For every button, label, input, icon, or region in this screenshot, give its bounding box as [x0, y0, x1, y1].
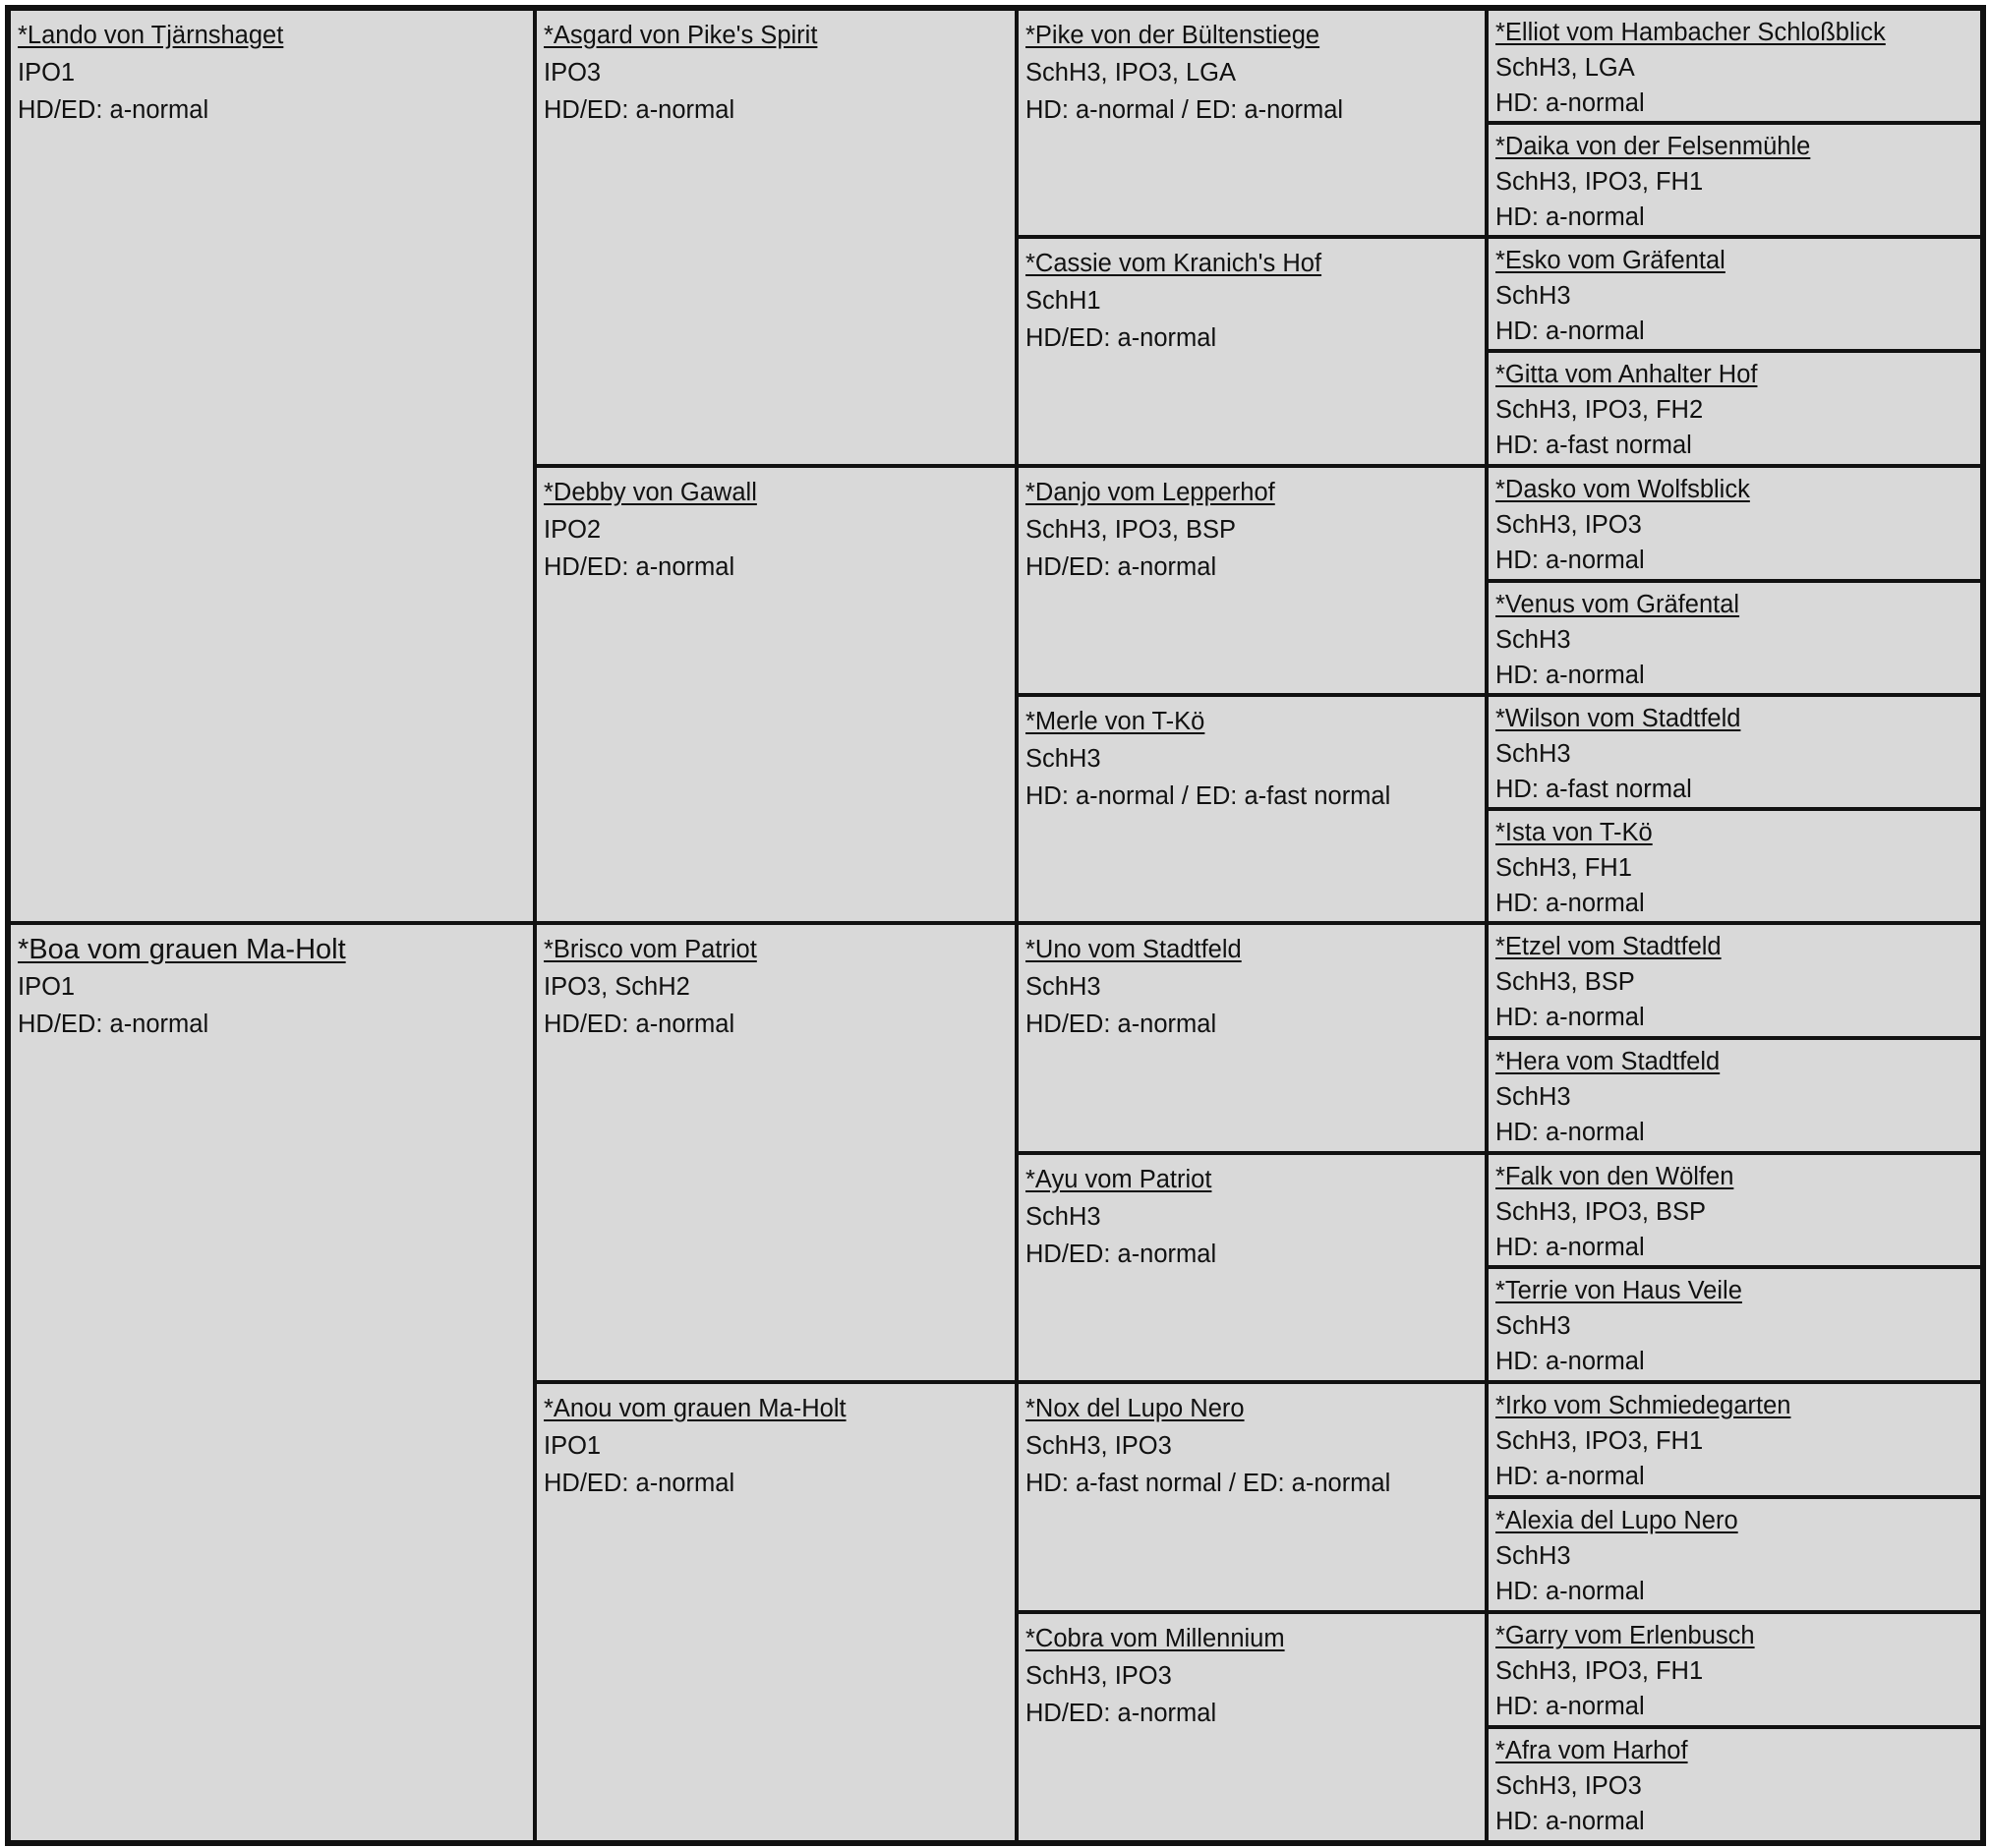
dog-titles: IPO3, SchH2	[544, 973, 690, 1001]
dog-name-link[interactable]: *Esko vom Gräfental	[1495, 247, 1726, 274]
dog-titles: SchH3	[1495, 626, 1571, 654]
pedigree-cell-gen4	[1487, 237, 1982, 351]
dog-health: HD: a-fast normal	[1495, 432, 1692, 459]
dog-name-link[interactable]: *Terrie von Haus Veile	[1495, 1277, 1742, 1304]
dog-titles: SchH3	[1495, 1312, 1571, 1340]
dog-titles: IPO2	[544, 516, 602, 544]
pedigree-table	[5, 5, 1986, 1846]
pedigree-cell-gen4	[1487, 695, 1982, 809]
dog-name-link[interactable]: *Falk von den Wölfen	[1495, 1163, 1734, 1190]
dog-name-link[interactable]: *Daika von der Felsenmühle	[1495, 133, 1811, 160]
dog-titles: SchH1	[1025, 287, 1101, 315]
pedigree-cell-gen3	[1017, 1612, 1487, 1842]
dog-name-link[interactable]: *Cobra vom Millennium	[1025, 1625, 1285, 1652]
dog-name-link[interactable]: *Ayu vom Patriot	[1025, 1166, 1212, 1193]
pedigree-cell-gen4	[1487, 1612, 1982, 1727]
pedigree-cell-gen4	[1487, 1727, 1982, 1842]
dog-name-link[interactable]: *Lando von Tjärnshaget	[18, 22, 284, 49]
dog-health: HD: a-normal	[1495, 1578, 1645, 1605]
dog-health: HD/ED: a-normal	[18, 96, 209, 124]
dog-name-link[interactable]: *Ista von T-Kö	[1495, 819, 1653, 846]
dog-name-link[interactable]: *Debby von Gawall	[544, 479, 757, 506]
dog-health: HD/ED: a-normal	[544, 553, 735, 581]
pedigree-cell-gen3	[1017, 1382, 1487, 1612]
dog-health: HD: a-normal	[1495, 203, 1645, 231]
dog-health: HD/ED: a-normal	[1025, 1241, 1217, 1268]
dog-name-link[interactable]: *Danjo vom Lepperhof	[1025, 479, 1275, 506]
dog-name-link[interactable]: *Uno vom Stadtfeld	[1025, 936, 1242, 963]
pedigree-cell-gen3	[1017, 695, 1487, 923]
pedigree-cell-gen2	[535, 923, 1017, 1382]
dog-name-link[interactable]: *Venus vom Gräfental	[1495, 591, 1740, 618]
dog-name-link[interactable]: *Anou vom grauen Ma-Holt	[544, 1395, 847, 1422]
dog-titles: SchH3, IPO3, FH1	[1495, 1657, 1704, 1685]
dog-health: HD: a-normal	[1495, 1693, 1645, 1720]
pedigree-cell-gen4	[1487, 1153, 1982, 1267]
dog-health: HD: a-normal	[1495, 662, 1645, 689]
dog-titles: SchH3, IPO3, LGA	[1025, 59, 1237, 87]
dog-health: HD: a-fast normal / ED: a-normal	[1025, 1470, 1391, 1497]
dog-name-link[interactable]: *Irko vom Schmiedegarten	[1495, 1392, 1791, 1419]
dog-titles: SchH3, IPO3, FH1	[1495, 1427, 1704, 1455]
dog-name-link[interactable]: *Afra vom Harhof	[1495, 1737, 1688, 1764]
pedigree-cell-gen2	[535, 1382, 1017, 1842]
dog-titles: SchH3, IPO3	[1025, 1662, 1172, 1690]
dog-health: HD: a-normal	[1495, 547, 1645, 574]
dog-titles: IPO1	[18, 973, 76, 1001]
dog-health: HD: a-normal	[1495, 89, 1645, 117]
dog-health: HD: a-normal / ED: a-fast normal	[1025, 782, 1391, 810]
pedigree-cell-gen4	[1487, 123, 1982, 237]
pedigree-cell-gen4	[1487, 581, 1982, 695]
dog-health: HD: a-normal	[1495, 1119, 1645, 1146]
pedigree-cell-gen2	[535, 466, 1017, 923]
dog-titles: IPO1	[544, 1432, 602, 1460]
pedigree-cell-gen3	[1017, 9, 1487, 237]
pedigree-sire	[9, 9, 535, 923]
dog-titles: SchH3, BSP	[1495, 968, 1635, 996]
dog-titles: SchH3, IPO3, BSP	[1495, 1198, 1707, 1226]
pedigree-cell-gen3	[1017, 237, 1487, 466]
pedigree-cell-gen2	[535, 9, 1017, 466]
dog-health: HD: a-normal	[1495, 1234, 1645, 1261]
dog-name-link[interactable]: *Cassie vom Kranich's Hof	[1025, 250, 1322, 277]
dog-health: HD: a-normal	[1495, 1463, 1645, 1490]
pedigree-cell-gen4	[1487, 1497, 1982, 1612]
dog-titles: SchH3	[1025, 1203, 1101, 1231]
dog-titles: SchH3, IPO3, FH2	[1495, 396, 1704, 424]
dog-titles: SchH3	[1025, 745, 1101, 773]
dog-health: HD: a-normal	[1495, 1348, 1645, 1375]
dog-titles: IPO3	[544, 59, 602, 87]
dog-health: HD/ED: a-normal	[1025, 1700, 1217, 1727]
dog-name-link[interactable]: *Wilson vom Stadtfeld	[1495, 705, 1741, 732]
dog-health: HD: a-normal	[1495, 1808, 1645, 1835]
dog-name-link[interactable]: *Etzel vom Stadtfeld	[1495, 933, 1722, 960]
dog-titles: SchH3	[1025, 973, 1101, 1001]
dog-health: HD/ED: a-normal	[1025, 324, 1217, 352]
dog-titles: SchH3, IPO3	[1025, 1432, 1172, 1460]
pedigree-cell-gen4	[1487, 466, 1982, 581]
pedigree-dam	[9, 923, 535, 1842]
pedigree-cell-gen4	[1487, 923, 1982, 1038]
dog-name-link[interactable]: *Hera vom Stadtfeld	[1495, 1048, 1721, 1075]
dog-health: HD: a-normal	[1495, 890, 1645, 917]
dog-titles: SchH3	[1495, 1083, 1571, 1111]
dog-name-link[interactable]: *Asgard von Pike's Spirit	[544, 22, 818, 49]
dog-name-link[interactable]: *Nox del Lupo Nero	[1025, 1395, 1245, 1422]
dog-health: HD: a-normal	[1495, 318, 1645, 345]
dog-titles: SchH3, LGA	[1495, 54, 1635, 82]
dog-name-link[interactable]: *Garry vom Erlenbusch	[1495, 1622, 1755, 1649]
dog-titles: SchH3, IPO3, BSP	[1025, 516, 1237, 544]
pedigree-cell-gen4	[1487, 9, 1982, 123]
pedigree-cell-gen4	[1487, 809, 1982, 923]
dog-titles: SchH3, FH1	[1495, 854, 1632, 882]
dog-health: HD/ED: a-normal	[1025, 1011, 1217, 1038]
dog-titles: SchH3, IPO3	[1495, 511, 1642, 539]
dog-titles: IPO1	[18, 59, 76, 87]
dog-name-link[interactable]: *Brisco vom Patriot	[544, 936, 757, 963]
dog-name-link[interactable]: *Boa vom grauen Ma-Holt	[18, 934, 346, 965]
dog-titles: SchH3, IPO3, FH1	[1495, 168, 1704, 196]
dog-name-link[interactable]: *Pike von der Bültenstiege	[1025, 22, 1320, 49]
pedigree-cell-gen3	[1017, 923, 1487, 1153]
dog-health: HD/ED: a-normal	[18, 1011, 209, 1038]
pedigree-cell-gen4	[1487, 1382, 1982, 1497]
dog-name-link[interactable]: *Merle von T-Kö	[1025, 708, 1205, 735]
dog-name-link[interactable]: *Alexia del Lupo Nero	[1495, 1507, 1738, 1534]
pedigree-cell-gen4	[1487, 351, 1982, 466]
dog-name-link[interactable]: *Gitta vom Anhalter Hof	[1495, 361, 1758, 388]
pedigree-cell-gen3	[1017, 1153, 1487, 1382]
pedigree-cell-gen4	[1487, 1038, 1982, 1153]
dog-titles: SchH3	[1495, 1542, 1571, 1570]
dog-health: HD/ED: a-normal	[544, 96, 735, 124]
dog-health: HD: a-normal / ED: a-normal	[1025, 96, 1344, 124]
dog-health: HD/ED: a-normal	[1025, 553, 1217, 581]
dog-health: HD/ED: a-normal	[544, 1470, 735, 1497]
dog-titles: SchH3	[1495, 282, 1571, 310]
dog-health: HD/ED: a-normal	[544, 1011, 735, 1038]
dog-name-link[interactable]: *Elliot vom Hambacher Schloßblick	[1495, 19, 1886, 46]
pedigree-cell-gen4	[1487, 1267, 1982, 1382]
dog-titles: SchH3, IPO3	[1495, 1772, 1642, 1800]
dog-titles: SchH3	[1495, 740, 1571, 768]
dog-health: HD: a-fast normal	[1495, 776, 1692, 803]
dog-health: HD: a-normal	[1495, 1004, 1645, 1031]
pedigree-cell-gen3	[1017, 466, 1487, 695]
dog-name-link[interactable]: *Dasko vom Wolfsblick	[1495, 476, 1750, 503]
